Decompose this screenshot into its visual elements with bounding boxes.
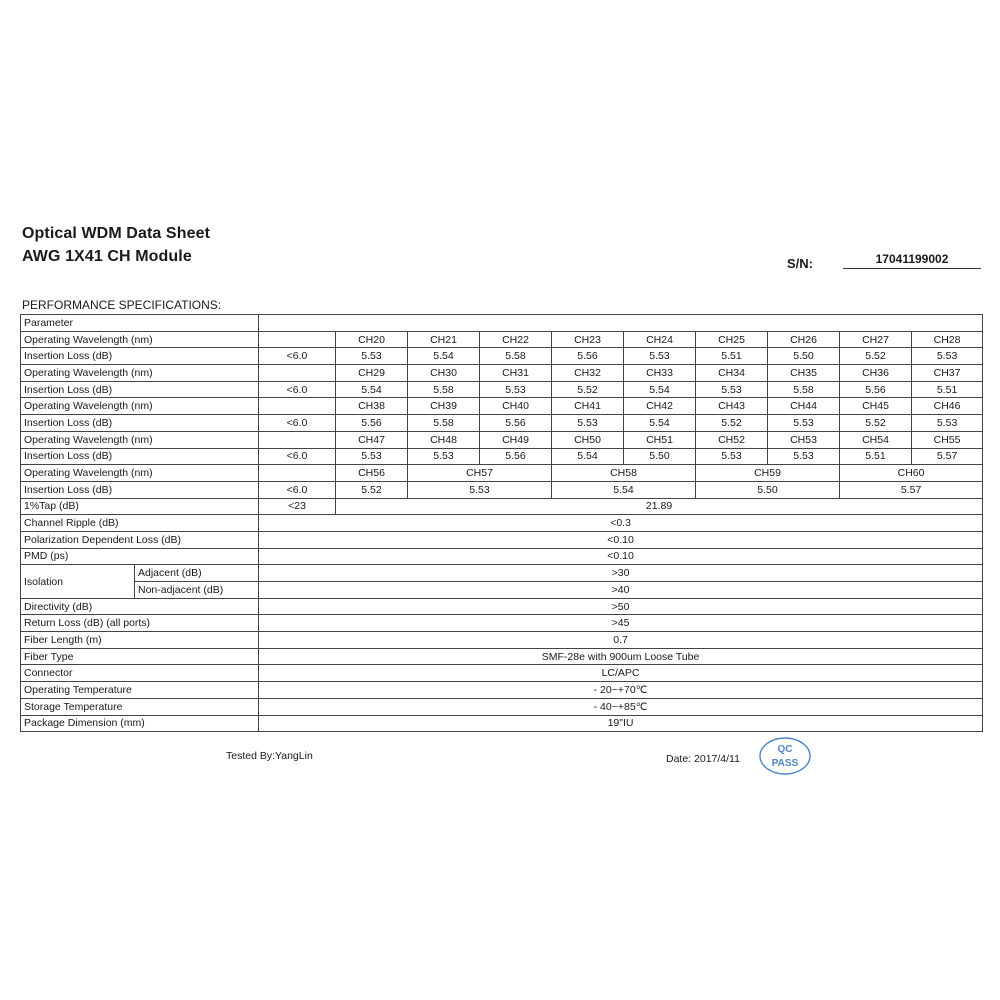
channel-cell: CH38 <box>336 398 408 415</box>
table-row <box>21 331 983 348</box>
operating-temperature-label: Operating Temperature <box>21 682 259 699</box>
insertion-loss-label: Insertion Loss (dB) <box>21 348 259 365</box>
loss-cell: 5.53 <box>768 448 840 465</box>
loss-cell: 5.53 <box>480 381 552 398</box>
channel-cell: CH34 <box>696 365 768 382</box>
channel-cell: CH25 <box>696 331 768 348</box>
insertion-loss-label: Insertion Loss (dB) <box>21 415 259 432</box>
loss-cell: 5.58 <box>408 381 480 398</box>
loss-cell: 5.56 <box>552 348 624 365</box>
channel-cell: CH53 <box>768 431 840 448</box>
isolation-nonadjacent-label: Non-adjacent (dB) <box>135 582 259 599</box>
table-row <box>21 415 983 432</box>
channel-cell: CH45 <box>840 398 912 415</box>
package-dimension-value: 19"IU <box>259 715 983 732</box>
channel-cell: CH60 <box>840 465 983 482</box>
channel-cell: CH50 <box>552 431 624 448</box>
fiber-type-value: SMF-28e with 900um Loose Tube <box>259 648 983 665</box>
directivity-value: >50 <box>259 598 983 615</box>
stamp-qc-text: QC <box>777 744 793 755</box>
loss-cell: 5.50 <box>696 481 840 498</box>
table-row <box>21 665 983 682</box>
channel-cell: CH59 <box>696 465 840 482</box>
loss-cell: 5.51 <box>912 381 983 398</box>
isolation-label: Isolation <box>21 565 135 598</box>
wavelength-label: Operating Wavelength (nm) <box>21 398 259 415</box>
tap-limit: <23 <box>259 498 336 515</box>
loss-cell: 5.57 <box>840 481 983 498</box>
table-row <box>21 481 983 498</box>
document-title: Optical WDM Data Sheet <box>22 225 211 242</box>
loss-cell: 5.53 <box>336 348 408 365</box>
tested-by: Tested By:YangLin <box>226 750 313 762</box>
table-row <box>21 315 983 332</box>
channel-cell: CH20 <box>336 331 408 348</box>
qc-pass-stamp <box>758 736 812 776</box>
channel-cell: CH43 <box>696 398 768 415</box>
pmd-label: PMD (ps) <box>21 548 259 565</box>
channel-cell: CH42 <box>624 398 696 415</box>
channel-cell: CH44 <box>768 398 840 415</box>
table-row <box>21 715 983 732</box>
limit-cell: <6.0 <box>259 481 336 498</box>
table-row <box>21 632 983 649</box>
channel-cell: CH49 <box>480 431 552 448</box>
loss-cell: 5.50 <box>624 448 696 465</box>
channel-cell: CH57 <box>408 465 552 482</box>
isolation-nonadjacent-value: >40 <box>259 582 983 599</box>
table-row <box>21 582 983 599</box>
table-row <box>21 615 983 632</box>
test-date: Date: 2017/4/11 <box>666 753 740 765</box>
channel-cell: CH36 <box>840 365 912 382</box>
loss-cell: 5.51 <box>696 348 768 365</box>
fiber-type-label: Fiber Type <box>21 648 259 665</box>
operating-temperature-value: - 20~+70℃ <box>259 682 983 699</box>
return-loss-label: Return Loss (dB) (all ports) <box>21 615 259 632</box>
channel-cell: CH29 <box>336 365 408 382</box>
table-row <box>21 531 983 548</box>
serial-number-value: 17041199002 <box>843 252 981 269</box>
channel-cell: CH54 <box>840 431 912 448</box>
channel-cell: CH55 <box>912 431 983 448</box>
document-subtitle: AWG 1X41 CH Module <box>22 248 192 265</box>
insertion-loss-label: Insertion Loss (dB) <box>21 481 259 498</box>
channel-cell: CH39 <box>408 398 480 415</box>
section-title: PERFORMANCE SPECIFICATIONS: <box>22 298 222 312</box>
channel-cell: CH35 <box>768 365 840 382</box>
limit-cell: <6.0 <box>259 348 336 365</box>
performance-spec-table <box>20 314 983 732</box>
channel-ripple-label: Channel Ripple (dB) <box>21 515 259 532</box>
loss-cell: 5.53 <box>408 448 480 465</box>
loss-cell: 5.56 <box>480 415 552 432</box>
channel-cell: CH41 <box>552 398 624 415</box>
table-row <box>21 365 983 382</box>
loss-cell: 5.54 <box>408 348 480 365</box>
table-row <box>21 598 983 615</box>
isolation-adjacent-label: Adjacent (dB) <box>135 565 259 582</box>
pdl-value: <0.10 <box>259 531 983 548</box>
fiber-length-label: Fiber Length (m) <box>21 632 259 649</box>
channel-cell: CH52 <box>696 431 768 448</box>
channel-cell: CH32 <box>552 365 624 382</box>
loss-cell: 5.52 <box>336 481 408 498</box>
loss-cell: 5.53 <box>624 348 696 365</box>
table-row <box>21 448 983 465</box>
loss-cell: 5.56 <box>840 381 912 398</box>
loss-cell: 5.58 <box>768 381 840 398</box>
channel-cell: CH24 <box>624 331 696 348</box>
connector-value: LC/APC <box>259 665 983 682</box>
table-row <box>21 515 983 532</box>
channel-cell: CH37 <box>912 365 983 382</box>
isolation-adjacent-value: >30 <box>259 565 983 582</box>
loss-cell: 5.51 <box>840 448 912 465</box>
table-row <box>21 398 983 415</box>
limit-cell: <6.0 <box>259 448 336 465</box>
wavelength-label: Operating Wavelength (nm) <box>21 465 259 482</box>
loss-cell: 5.52 <box>552 381 624 398</box>
channel-cell: CH48 <box>408 431 480 448</box>
storage-temperature-value: - 40~+85℃ <box>259 698 983 715</box>
loss-cell: 5.58 <box>480 348 552 365</box>
channel-cell: CH40 <box>480 398 552 415</box>
table-row <box>21 498 983 515</box>
loss-cell: 5.54 <box>624 381 696 398</box>
table-row <box>21 565 983 582</box>
channel-cell: CH31 <box>480 365 552 382</box>
storage-temperature-label: Storage Temperature <box>21 698 259 715</box>
loss-cell: 5.53 <box>768 415 840 432</box>
loss-cell: 5.53 <box>552 415 624 432</box>
serial-number-label: S/N: <box>787 256 813 271</box>
connector-label: Connector <box>21 665 259 682</box>
loss-cell: 5.52 <box>696 415 768 432</box>
table-row <box>21 648 983 665</box>
loss-cell: 5.52 <box>840 348 912 365</box>
loss-cell: 5.53 <box>408 481 552 498</box>
table-row <box>21 682 983 699</box>
wavelength-label: Operating Wavelength (nm) <box>21 365 259 382</box>
loss-cell: 5.53 <box>696 381 768 398</box>
channel-cell: CH51 <box>624 431 696 448</box>
table-row <box>21 698 983 715</box>
wavelength-label: Operating Wavelength (nm) <box>21 431 259 448</box>
channel-cell: CH47 <box>336 431 408 448</box>
directivity-label: Directivity (dB) <box>21 598 259 615</box>
loss-cell: 5.54 <box>552 448 624 465</box>
channel-cell: CH22 <box>480 331 552 348</box>
loss-cell: 5.53 <box>336 448 408 465</box>
wavelength-label: Operating Wavelength (nm) <box>21 331 259 348</box>
loss-cell: 5.56 <box>480 448 552 465</box>
loss-cell: 5.54 <box>552 481 696 498</box>
channel-cell: CH58 <box>552 465 696 482</box>
loss-cell: 5.52 <box>840 415 912 432</box>
pdl-label: Polarization Dependent Loss (dB) <box>21 531 259 548</box>
channel-cell: CH46 <box>912 398 983 415</box>
insertion-loss-label: Insertion Loss (dB) <box>21 381 259 398</box>
tap-label: 1%Tap (dB) <box>21 498 259 515</box>
parameter-header: Parameter <box>21 315 259 332</box>
loss-cell: 5.53 <box>912 348 983 365</box>
loss-cell: 5.53 <box>912 415 983 432</box>
channel-cell: CH56 <box>336 465 408 482</box>
pmd-value: <0.10 <box>259 548 983 565</box>
limit-cell: <6.0 <box>259 415 336 432</box>
insertion-loss-label: Insertion Loss (dB) <box>21 448 259 465</box>
channel-cell: CH33 <box>624 365 696 382</box>
stamp-pass-text: PASS <box>771 758 799 769</box>
return-loss-value: >45 <box>259 615 983 632</box>
loss-cell: 5.50 <box>768 348 840 365</box>
loss-cell: 5.56 <box>336 415 408 432</box>
package-dimension-label: Package Dimension (mm) <box>21 715 259 732</box>
loss-cell: 5.58 <box>408 415 480 432</box>
tap-value: 21.89 <box>336 498 983 515</box>
table-row <box>21 465 983 482</box>
channel-cell: CH26 <box>768 331 840 348</box>
table-row <box>21 381 983 398</box>
channel-ripple-value: <0.3 <box>259 515 983 532</box>
fiber-length-value: 0.7 <box>259 632 983 649</box>
channel-cell: CH21 <box>408 331 480 348</box>
channel-cell: CH28 <box>912 331 983 348</box>
loss-cell: 5.54 <box>624 415 696 432</box>
table-row <box>21 548 983 565</box>
limit-cell: <6.0 <box>259 381 336 398</box>
channel-cell: CH23 <box>552 331 624 348</box>
table-row <box>21 431 983 448</box>
loss-cell: 5.53 <box>696 448 768 465</box>
channel-cell: CH30 <box>408 365 480 382</box>
table-row <box>21 348 983 365</box>
channel-cell: CH27 <box>840 331 912 348</box>
loss-cell: 5.57 <box>912 448 983 465</box>
loss-cell: 5.54 <box>336 381 408 398</box>
